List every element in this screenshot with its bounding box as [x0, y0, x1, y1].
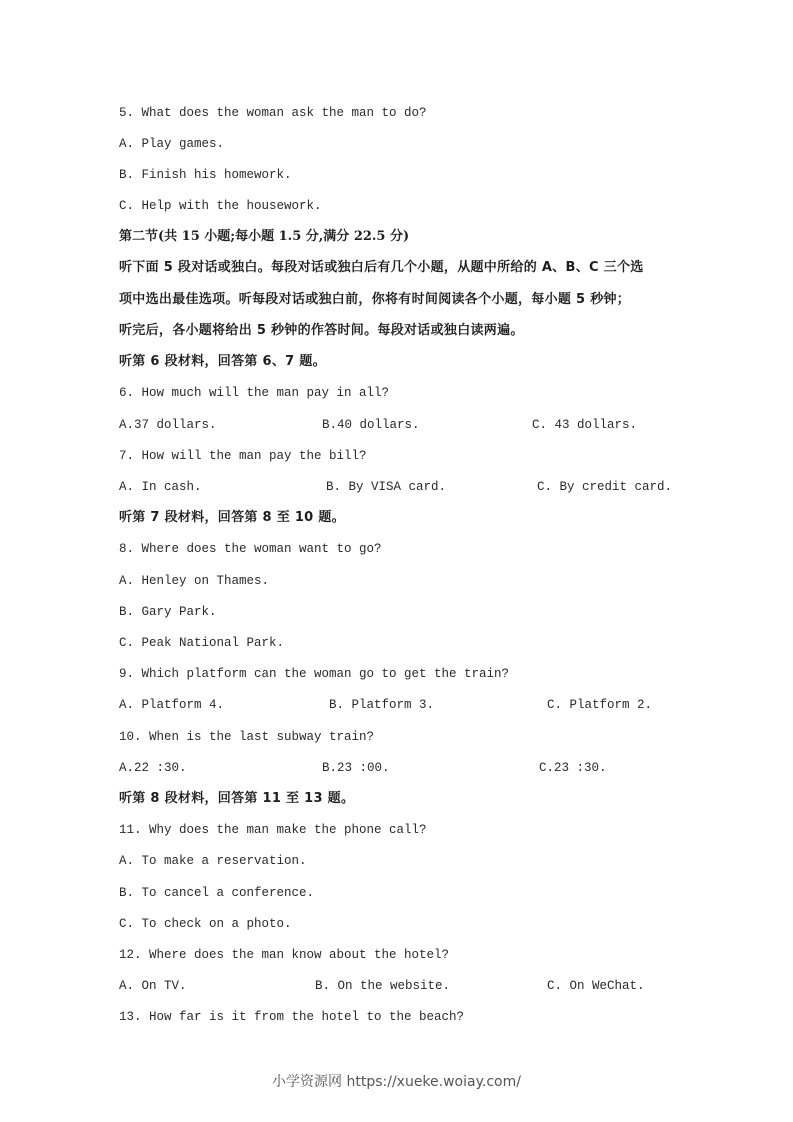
q8-option-a: A. Henley on Thames. [119, 574, 270, 588]
section-2-instruction-2: 项中选出最佳选项。听每段对话或独白前，你将有时间阅读各个小题，每小题 5 秒钟； [119, 292, 631, 307]
q10-option-b: B.23 :00. [322, 761, 390, 775]
q9-option-b: B. Platform 3. [329, 698, 435, 712]
q7-option-c: C. By credit card. [537, 480, 673, 494]
question-13: 13. How far is it from the hotel to the beach? [119, 1010, 465, 1024]
section-2-title: 第二节(共 15 小题;每小题 1.5 分,满分 22.5 分) [119, 229, 410, 244]
question-7: 7. How will the man pay the bill? [119, 449, 367, 463]
q7-option-a: A. In cash. [119, 480, 202, 494]
q6-option-c: C. 43 dollars. [532, 418, 638, 432]
q9-option-a: A. Platform 4. [119, 698, 225, 712]
q10-option-a: A.22 :30. [119, 761, 187, 775]
q11-option-c: C. To check on a photo. [119, 917, 292, 931]
question-8: 8. Where does the woman want to go? [119, 542, 382, 556]
footer-watermark: 小学资源网 https://xueke.woiay.com/ [272, 1074, 521, 1090]
question-11: 11. Why does the man make the phone call? [119, 823, 427, 837]
q12-option-c: C. On WeChat. [547, 979, 645, 993]
question-6: 6. How much will the man pay in all? [119, 386, 390, 400]
question-9: 9. Which platform can the woman go to get the train? [119, 667, 510, 681]
q5-option-b: B. Finish his homework. [119, 168, 292, 182]
q5-option-a: A. Play games. [119, 137, 225, 151]
question-10: 10. When is the last subway train? [119, 730, 375, 744]
q8-option-b: B. Gary Park. [119, 605, 217, 619]
q6-option-b: B.40 dollars. [322, 418, 420, 432]
q11-option-a: A. To make a reservation. [119, 854, 307, 868]
section-2-instruction-3: 听完后，各小题将给出 5 秒钟的作答时间。每段对话或独白读两遍。 [119, 323, 524, 338]
part-7-heading: 听第 7 段材料，回答第 8 至 10 题。 [119, 510, 345, 525]
q5-option-c: C. Help with the housework. [119, 199, 322, 213]
section-2-instruction-1: 听下面 5 段对话或独白。每段对话或独白后有几个小题，从题中所给的 A、B、C 三个选 [119, 260, 644, 275]
q8-option-c: C. Peak National Park. [119, 636, 285, 650]
q12-option-b: B. On the website. [315, 979, 451, 993]
q9-option-c: C. Platform 2. [547, 698, 653, 712]
question-12: 12. Where does the man know about the hotel? [119, 948, 450, 962]
q12-option-a: A. On TV. [119, 979, 187, 993]
part-8-heading: 听第 8 段材料，回答第 11 至 13 题。 [119, 791, 355, 806]
q6-option-a: A.37 dollars. [119, 418, 217, 432]
q10-option-c: C.23 :30. [539, 761, 607, 775]
question-5: 5. What does the woman ask the man to do? [119, 106, 427, 120]
q7-option-b: B. By VISA card. [326, 480, 447, 494]
part-6-heading: 听第 6 段材料，回答第 6、7 题。 [119, 354, 326, 369]
q11-option-b: B. To cancel a conference. [119, 886, 315, 900]
